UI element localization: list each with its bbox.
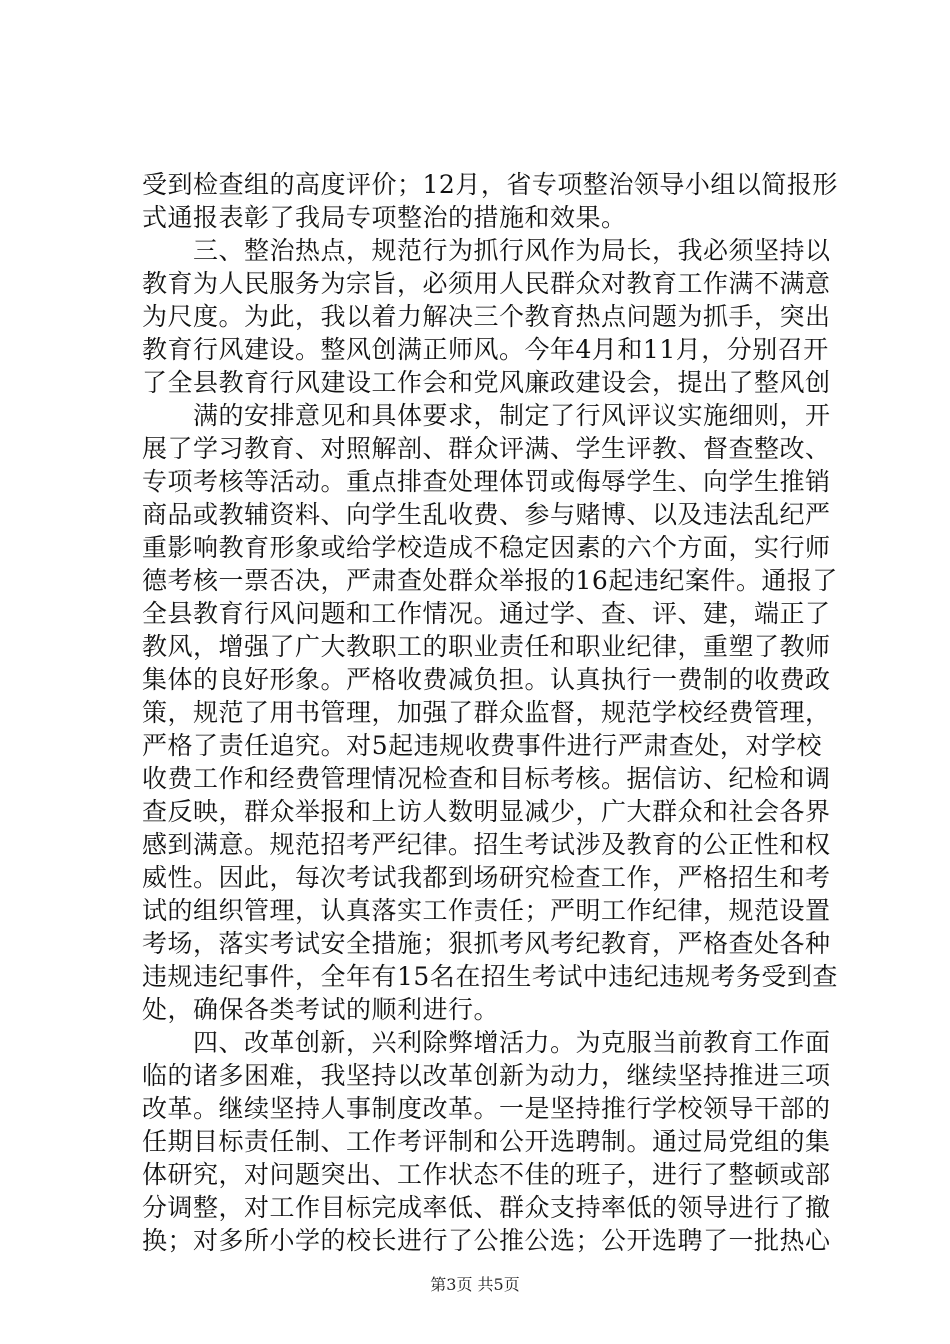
- text-line: 三、整治热点，规范行为抓行风作为局长，我必须坚持以: [142, 236, 831, 265]
- text-line: 为尺度。为此，我以着力解决三个教育热点问题为抓手，突出: [142, 302, 831, 331]
- text-line: 体研究，对问题突出、工作状态不佳的班子，进行了整顿或部: [142, 1160, 831, 1189]
- text-line: 违规违纪事件，全年有15名在招生考试中违纪违规考务受到查: [142, 962, 838, 991]
- text-line: 式通报表彰了我局专项整治的措施和效果。: [142, 203, 627, 232]
- text-line: 分调整，对工作目标完成率低、群众支持率低的领导进行了撤: [142, 1193, 831, 1222]
- text-line: 严格了责任追究。对5起违规收费事件进行严肃查处，对学校: [142, 731, 822, 760]
- text-line: 教育行风建设。整风创满正师风。今年4月和11月，分别召开: [142, 335, 829, 364]
- text-line: 德考核一票否决，严肃查处群众举报的16起违纪案件。通报了: [142, 566, 838, 595]
- text-line: 重影响教育形象或给学校造成不稳定因素的六个方面，实行师: [142, 533, 831, 562]
- text-line: 教育为人民服务为宗旨，必须用人民群众对教育工作满不满意: [142, 269, 831, 298]
- text-line: 考场，落实考试安全措施；狠抓考风考纪教育，严格查处各种: [142, 929, 831, 958]
- text-line: 任期目标责任制、工作考评制和公开选聘制。通过局党组的集: [142, 1127, 831, 1156]
- text-line: 满的安排意见和具体要求，制定了行风评议实施细则，开: [142, 401, 831, 430]
- text-line: 教风，增强了广大教职工的职业责任和职业纪律，重塑了教师: [142, 632, 831, 661]
- text-line: 查反映，群众举报和上访人数明显减少，广大群众和社会各界: [142, 797, 831, 826]
- text-line: 试的组织管理，认真落实工作责任；严明工作纪律，规范设置: [142, 896, 831, 925]
- page-footer: 第3页 共5页: [430, 1275, 520, 1294]
- text-line: 四、改革创新，兴利除弊增活力。为克服当前教育工作面: [142, 1028, 831, 1057]
- text-line: 展了学习教育、对照解剖、群众评满、学生评教、督查整改、: [142, 434, 831, 463]
- text-line: 全县教育行风问题和工作情况。通过学、查、评、建，端正了: [142, 599, 831, 628]
- text-line: 专项考核等活动。重点排查处理体罚或侮辱学生、向学生推销: [142, 467, 831, 496]
- text-line: 临的诸多困难，我坚持以改革创新为动力，继续坚持推进三项: [142, 1061, 831, 1090]
- text-line: 受到检查组的高度评价；12月，省专项整治领导小组以简报形: [142, 170, 838, 199]
- text-line: 处，确保各类考试的顺利进行。: [142, 995, 500, 1024]
- text-line: 感到满意。规范招考严纪律。招生考试涉及教育的公正性和权: [142, 830, 831, 859]
- text-line: 了全县教育行风建设工作会和党风廉政建设会，提出了整风创: [142, 368, 831, 397]
- text-line: 威性。因此，每次考试我都到场研究检查工作，严格招生和考: [142, 863, 831, 892]
- text-line: 集体的良好形象。严格收费减负担。认真执行一费制的收费政: [142, 665, 831, 694]
- text-line: 商品或教辅资料、向学生乱收费、参与赌博、以及违法乱纪严: [142, 500, 831, 529]
- text-line: 收费工作和经费管理情况检查和目标考核。据信访、纪检和调: [142, 764, 831, 793]
- text-line: 换；对多所小学的校长进行了公推公选；公开选聘了一批热心: [142, 1226, 831, 1255]
- text-line: 策，规范了用书管理，加强了群众监督，规范学校经费管理，: [142, 698, 831, 727]
- text-line: 改革。继续坚持人事制度改革。一是坚持推行学校领导干部的: [142, 1094, 831, 1123]
